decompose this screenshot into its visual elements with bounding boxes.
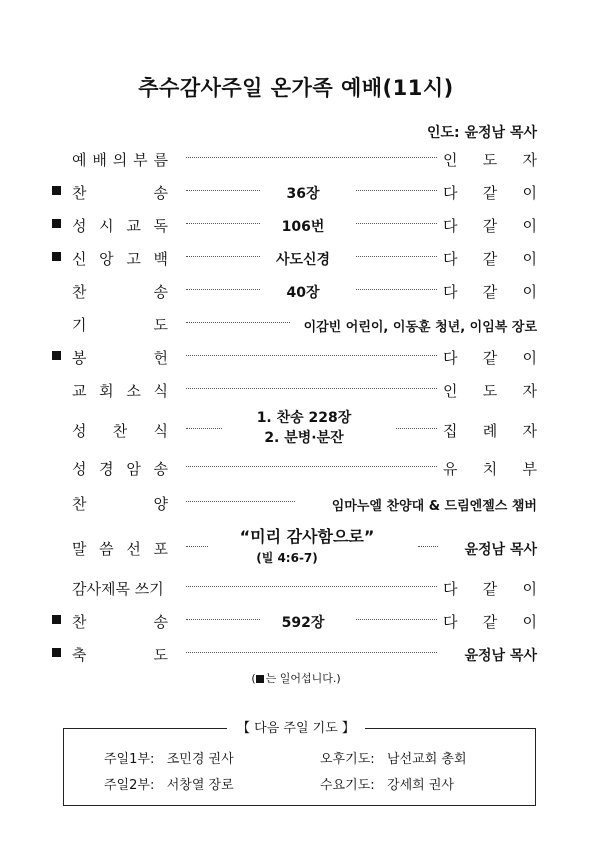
prayer-item xyxy=(104,748,234,767)
leader-dots xyxy=(186,256,260,257)
leader-dots xyxy=(186,322,290,323)
item-detail: 1. 찬송 228장 2. 분병·분잔 xyxy=(256,410,352,446)
leader-dots xyxy=(186,586,437,587)
leader-dots xyxy=(396,428,437,429)
item-performer: 다 같 이 xyxy=(443,217,537,235)
leader-dots xyxy=(186,355,437,356)
leader-dots xyxy=(356,619,437,620)
leader-dots xyxy=(186,157,437,158)
standing-bullet-icon xyxy=(52,351,61,360)
standing-bullet-icon xyxy=(52,615,61,624)
item-name: 신 앙 고 백 xyxy=(72,250,168,268)
item-name: 예 배 의 부 름 xyxy=(72,151,168,169)
item-performer: 집 례 자 xyxy=(443,422,537,440)
page-title: 추수감사주일 온가족 예배(11시) xyxy=(138,76,454,100)
leader-dots xyxy=(186,501,295,502)
standing-bullet-icon xyxy=(52,219,61,228)
prayer-value: 남선교회 총회 xyxy=(387,752,467,767)
service-row xyxy=(0,488,592,518)
item-name: 찬 송 xyxy=(72,613,168,631)
service-row xyxy=(0,375,592,405)
prayer-value: 강세희 권사 xyxy=(387,778,454,793)
item-name: 감사제목 쓰기 xyxy=(72,580,164,598)
leader-dots xyxy=(186,289,260,290)
leader-dots xyxy=(186,466,437,467)
item-name: 말 씀 선 포 xyxy=(72,540,168,558)
item-performer: 다 같 이 xyxy=(443,283,537,301)
service-row xyxy=(0,573,592,603)
leader-dots xyxy=(186,619,260,620)
leader-dots xyxy=(356,223,437,224)
item-performer: 다 같 이 xyxy=(443,580,537,598)
item-name: 기 도 xyxy=(72,316,168,334)
prayer-item xyxy=(320,748,467,767)
item-detail: 36장 xyxy=(286,186,320,202)
service-row xyxy=(0,453,592,483)
prayer-box xyxy=(63,728,536,806)
service-row xyxy=(0,243,592,273)
service-row xyxy=(0,528,592,568)
leader-dots xyxy=(356,289,437,290)
item-detail: 사도신경 xyxy=(275,252,331,268)
item-performer: 임마누엘 찬양대 & 드림엔젤스 챔버 xyxy=(331,499,537,514)
standing-bullet-icon xyxy=(52,648,61,657)
standing-note: ( 는 일어섭니다.) xyxy=(251,672,341,685)
item-name: 찬 양 xyxy=(72,495,168,513)
service-row xyxy=(0,606,592,636)
prayer-label: 오후기도: xyxy=(320,752,375,767)
item-performer: 다 같 이 xyxy=(443,250,537,268)
item-detail: 592장 xyxy=(281,615,325,631)
item-performer: 다 같 이 xyxy=(443,184,537,202)
leader-line: 인도: 윤정남 목사 xyxy=(426,125,537,141)
service-row xyxy=(0,276,592,306)
leader-dots xyxy=(418,546,438,547)
prayer-value: 서창열 장로 xyxy=(166,778,234,793)
standing-bullet-icon xyxy=(52,252,61,261)
leader-dots xyxy=(186,223,260,224)
service-row xyxy=(0,177,592,207)
item-detail: “미리 감사함으로” (빌 4:6-7) xyxy=(239,527,375,565)
item-performer: 윤정남 목사 xyxy=(464,542,537,558)
item-detail: 106번 xyxy=(281,219,325,235)
item-performer: 인 도 자 xyxy=(443,382,537,400)
item-performer: 윤정남 목사 xyxy=(464,648,537,664)
standing-note-text: 는 일어섭니다. xyxy=(265,672,337,685)
service-row xyxy=(0,309,592,339)
item-performer: 다 같 이 xyxy=(443,349,537,367)
item-performer: 인 도 자 xyxy=(443,151,537,169)
item-name: 찬 송 xyxy=(72,283,168,301)
item-name: 성 찬 식 xyxy=(72,422,168,440)
prayer-label: 주일1부: xyxy=(104,752,155,767)
service-row xyxy=(0,639,592,669)
prayer-label: 주일2부: xyxy=(104,778,155,793)
item-name: 축 도 xyxy=(72,646,168,664)
prayer-value: 조민경 권사 xyxy=(166,752,234,767)
item-name: 성 경 암 송 xyxy=(72,460,168,478)
item-performer: 유 치 부 xyxy=(443,460,537,478)
leader-dots xyxy=(186,428,222,429)
service-row xyxy=(0,410,592,450)
prayer-item xyxy=(320,774,454,793)
item-performer: 이감빈 어린이, 이동훈 청년, 이임복 장로 xyxy=(303,320,537,335)
item-detail: 40장 xyxy=(286,285,320,301)
leader-dots xyxy=(186,388,437,389)
prayer-label: 수요기도: xyxy=(320,778,375,793)
item-name: 성 시 교 독 xyxy=(72,217,168,235)
service-row xyxy=(0,144,592,174)
leader-dots xyxy=(356,190,437,191)
service-row xyxy=(0,342,592,372)
prayer-title: 【 다음 주일 기도 】 xyxy=(0,717,592,736)
item-name: 찬 송 xyxy=(72,184,168,202)
leader-dots xyxy=(186,546,208,547)
leader-dots xyxy=(186,190,260,191)
item-performer: 다 같 이 xyxy=(443,613,537,631)
service-row xyxy=(0,210,592,240)
standing-bullet-icon xyxy=(52,186,61,195)
leader-dots xyxy=(186,652,437,653)
square-bullet-icon xyxy=(256,675,264,683)
item-name: 봉 헌 xyxy=(72,349,168,367)
item-name: 교 회 소 식 xyxy=(72,382,168,400)
leader-dots xyxy=(356,256,437,257)
prayer-item xyxy=(104,774,234,793)
